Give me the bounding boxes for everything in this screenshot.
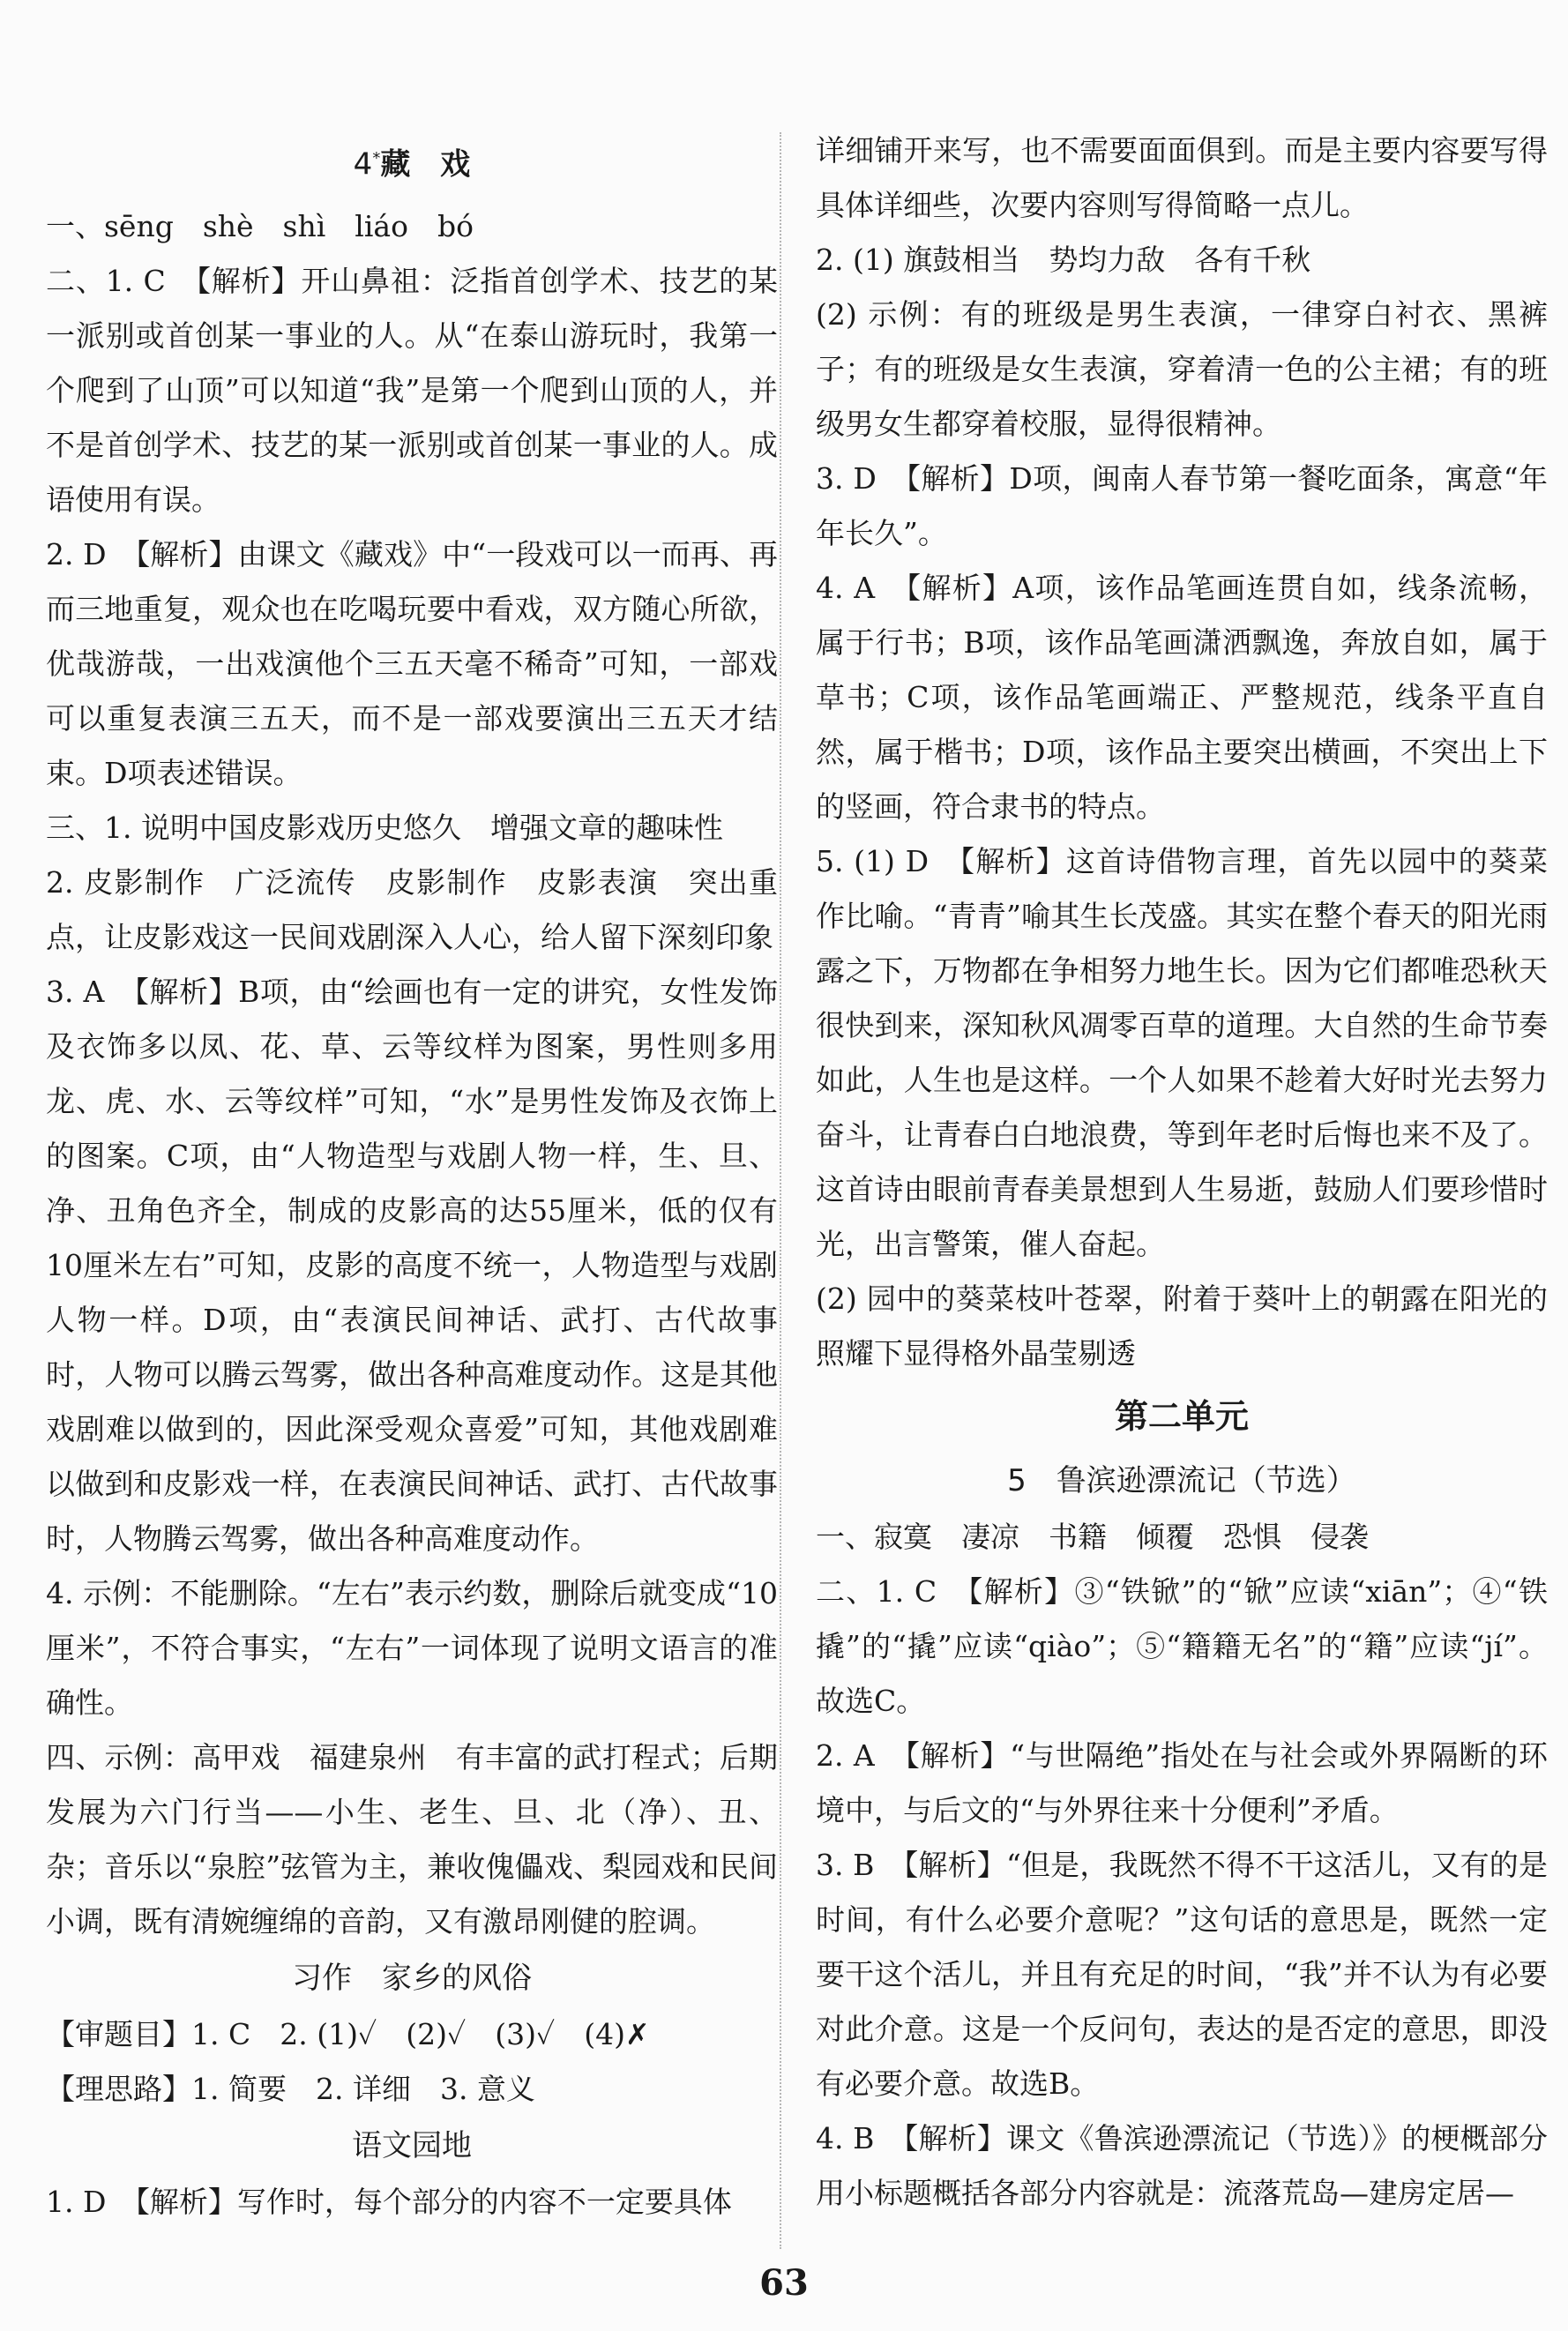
lesson-title-4 [46,123,778,199]
unit-title: 第二单元 [1114,1397,1249,1436]
answer-3-3: 3. A 【解析】B项，由“绘画也有一定的讲究，女性发饰及衣饰多以凤、花、草、云等纹样为图案，男性则多用龙、虎、水、云等纹样”可知，“水”是男性发饰及衣饰上的图案。C项，由“人物造型与戏剧人物一样，生、旦、净、丑角色齐全，制成的皮影高的达55厘米，低的仅有10厘米左右”可知，皮影的高度不统一，人物造型与戏剧人物一样。D项，由“表演民间神话、武打、古代故事时，人物可以腾云驾雾，做出各种高难度动作。这是其他戏剧难以做到的，因此深受观众喜爱”可知，其他戏剧难以做到和皮影戏一样，在表演民间神话、武打、古代故事时，人物腾云驾雾，做出各种高难度动作。 [46,975,778,1557]
lesson-number: 4 [353,146,373,183]
writing-review: 【审题目】1. C 2. (1)✓ (2)✓ (3)✓ (4)✗ [46,2017,650,2052]
garden-answer-3: 3. D 【解析】D项，闽南人春节第一餐吃面条，寓意“年年长久”。 [816,461,1548,550]
right-column [816,123,1548,2221]
column-divider [780,132,781,2249]
garden-title: 语文园地 [352,2128,472,2164]
page-number: 63 [759,2262,809,2304]
writing-outline: 【理思路】1. 简要 2. 详细 3. 意义 [46,2072,535,2107]
answer-3-4: 4. 示例：不能删除。“左右”表示约数，删除后就变成“10厘米”，不符合事实，“左右”一词体现了说明文语言的准确性。 [46,1576,778,1721]
pinyin-answers: 一、sēng shè shì liáo bó [46,209,474,244]
lesson5-answer-2-1: 二、1. C 【解析】③“铁锨”的“锨”应读“xiān”；④“铁撬”的“撬”应读“qiào”；⑤“籍籍无名”的“籍”应读“jí”。故选C。 [816,1574,1548,1718]
garden-answer-5-1: 5. (1) D 【解析】这首诗借物言理，首先以园中的葵菜作比喻。“青青”喻其生长茂盛。其实在整个春天的阳光雨露之下，万物都在争相努力地生长。因为它们都唯恐秋天很快到来，深知秋风凋零百草的道理。大自然的生命节奏如此，人生也是这样。一个人如果不趁着大好时光去努力奋斗，让青春白白地浪费，等到年老时后悔也来不及了。这首诗由眼前青春美景想到人生易逝，鼓励人们要珍惜时光，出言警策，催人奋起。 [816,844,1548,1261]
answer-3-2: 2. 皮影制作 广泛流传 皮影制作 皮影表演 突出重点，让皮影戏这一民间戏剧深入人心，给人留下深刻印象 [46,865,778,955]
lesson-mark: * [372,149,381,168]
lesson5-answer-2-2: 2. A 【解析】“与世隔绝”指处在与社会或外界隔断的环境中，与后文的“与外界往来十分便利”矛盾。 [816,1738,1548,1827]
garden-answer-4: 4. A 【解析】A项，该作品笔画连贯自如，线条流畅，属于行书；B项，该作品笔画潇洒飘逸，奔放自如，属于草书；C项，该作品笔画端正、严整规范，线条平直自然，属于楷书；D项，该作品主要突出横画，不突出上下的竖画，符合隶书的特点。 [816,571,1548,824]
answer-4: 四、示例：高甲戏 福建泉州 有丰富的武打程式；后期发展为六门行当——小生、老生、旦、北（净）、丑、杂；音乐以“泉腔”弦管为主，兼收傀儡戏、梨园戏和民间小调，既有清婉缠绵的音韵，又有激昂刚健的腔调。 [46,1740,778,1939]
garden-answer-5-2: (2) 园中的葵菜枝叶苍翠，附着于葵叶上的朝露在阳光的照耀下显得格外晶莹剔透 [816,1281,1548,1371]
lesson5-answer-2-4: 4. B 【解析】课文《鲁滨逊漂流记（节选）》的梗概部分用小标题概括各部分内容就是：流落荒岛—建房定居— [816,2121,1548,2210]
answer-2-1: 二、1. C 【解析】开山鼻祖：泛指首创学术、技艺的某一派别或首创某一事业的人。从“在泰山游玩时，我第一个爬到了山顶”可以知道“我”是第一个爬到山顶的人，并不是首创学术、技艺的某一派别或首创某一事业的人。成语使用有误。 [46,264,778,518]
garden-answer-1: 1. D 【解析】写作时，每个部分的内容不一定要具体 [46,2185,732,2220]
lesson-title-text: 藏 戏 [380,146,471,183]
lesson5-answer-2-3: 3. B 【解析】“但是，我既然不得不干这活儿，又有的是时间，有什么必要介意呢？”这句话的意思是，既然一定要干这个活儿，并且有充足的时间，“我”并不认为有必要对此介意。这是一个反问句，表达的是否定的意思，即没有必要介意。故选B。 [816,1848,1548,2101]
garden-answer-2-2: (2) 示例：有的班级是男生表演，一律穿白衬衣、黑裤子；有的班级是女生表演，穿着清一色的公主裙；有的班级男女生都穿着校服，显得很精神。 [816,297,1548,441]
left-column [46,123,778,2230]
answer-3-1: 三、1. 说明中国皮影戏历史悠久 增强文章的趣味性 [46,811,723,846]
garden-answer-2-1: 2. (1) 旗鼓相当 势均力敌 各有千秋 [816,243,1311,277]
lesson-title-5: 5 鲁滨逊漂流记（节选） [1007,1463,1356,1498]
writing-title: 习作 家乡的风俗 [292,1961,532,1997]
answer-2-2: 2. D 【解析】由课文《藏戏》中“一段戏可以一而再、再而三地重复，观众也在吃喝玩要中看戏，双方随心所欲，优哉游哉，一出戏演他个三五天毫不稀奇”可知，一部戏可以重复表演三五天，而不是一部戏要演出三五天才结束。D项表述错误。 [46,537,778,791]
lesson5-answer-1: 一、寂寞 凄凉 书籍 倾覆 恐惧 侵袭 [816,1520,1369,1554]
garden-answer-1-cont: 详细铺开来写，也不需要面面俱到。而是主要内容要写得具体详细些，次要内容则写得简略一点儿。 [816,133,1548,222]
